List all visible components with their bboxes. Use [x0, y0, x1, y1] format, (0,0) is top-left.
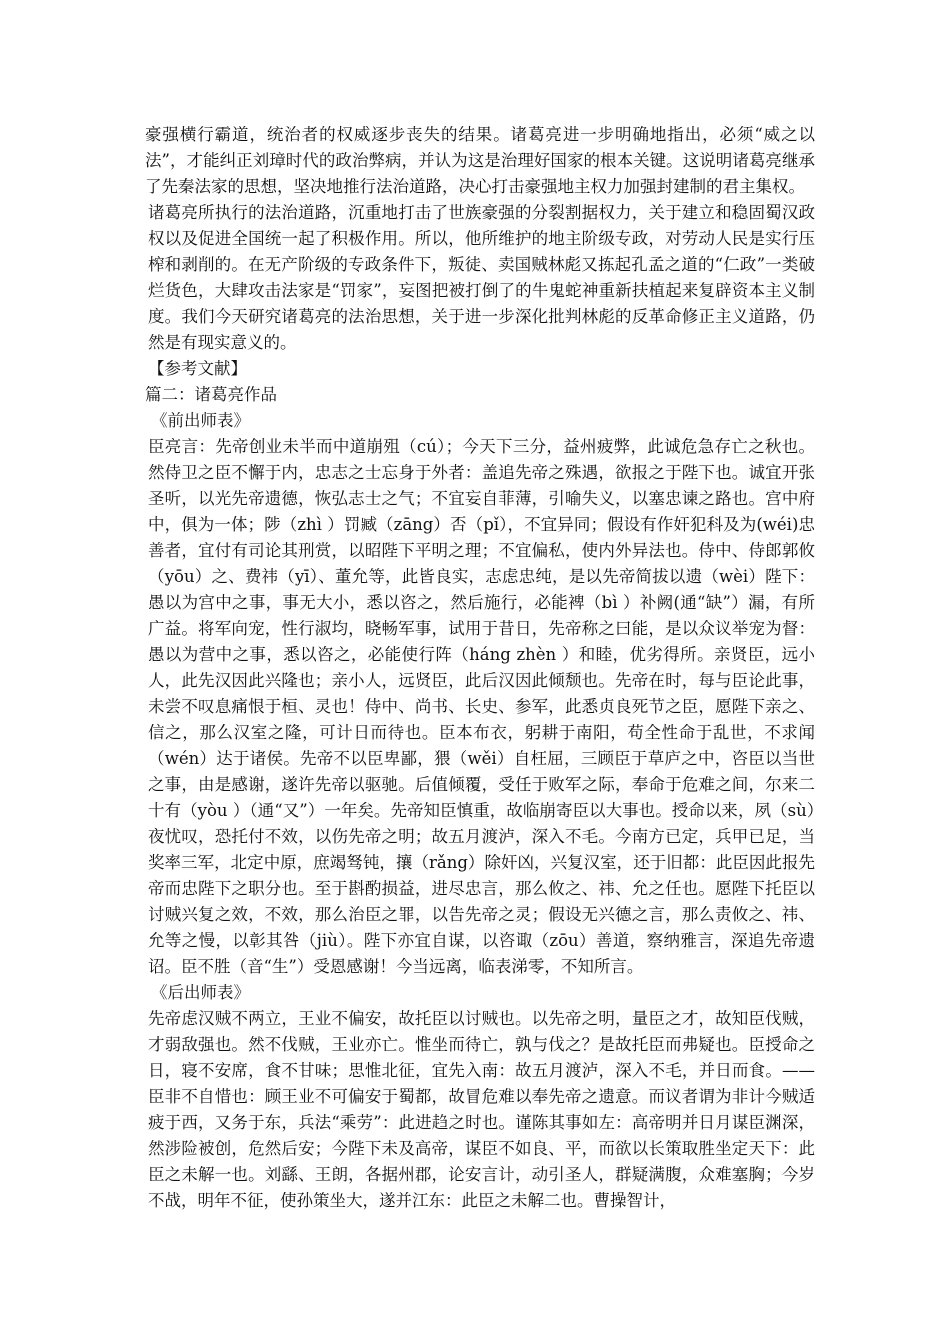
title-hou-chu-shi-biao: 《后出师表》: [151, 983, 250, 1002]
paragraph-qian-chu-shi-biao: 臣亮言：先帝创业未半而中道崩殂（cú）；今天下三分，益州疲弊，此诚危急存亡之秋也。然侍卫之臣不懈于内，忠志之士忘身于外者：盖追先帝之殊遇，欲报之于陛下也。诚宜开张圣听，以光先帝遗德，恢弘志士之气；不宜妄自菲薄，引喻失义，以塞忠谏之路也。宫中府中，俱为一体；陟（zhì ）罚臧（zāng）否（pǐ），不宜异同；假设有作奸犯科及为(wéi)忠善者，宜付有司论其刑赏，以昭陛下平明之理；不宜偏私，使内外异法也。侍中、侍郎郭攸（yōu）之、费祎（yī）、董允等，此皆良实，志虑忠纯，是以先帝简拔以遗（wèi）陛下：愚以为宫中之事，事无大小，悉以咨之，然后施行，必能裨（bì ）补阙(通“缺”）漏，有所广益。将军向宠，性行淑均，晓畅军事，试用于昔日，先帝称之曰能，是以众议举宠为督：愚以为营中之事，悉以咨之，必能使行阵（háng zhèn ）和睦，优劣得所。亲贤臣，远小人，此先汉因此兴隆也；亲小人，远贤臣，此后汉因此倾颓也。先帝在时，每与臣论此事，未尝不叹息痛恨于桓、灵也！侍中、尚书、长史、参军，此悉贞良死节之臣，愿陛下亲之、信之，那么汉室之隆，可计日而待也。臣本布衣，躬耕于南阳，苟全性命于乱世，不求闻（wén）达于诸侯。先帝不以臣卑鄙，猥（wěi）自枉屈，三顾臣于草庐之中，咨臣以当世之事，由是感谢，遂许先帝以驱驰。后值倾覆，受任于败军之际，奉命于危难之间，尔来二十有（yòu ）（通“又”）一年矣。先帝知臣慎重，故临崩寄臣以大事也。授命以来，夙（sù）夜忧叹，恐托付不效，以伤先帝之明；故五月渡泸，深入不毛。今南方已定，兵甲已足，当奖率三军，北定中原，庶竭驽钝，攘（rǎng）除奸凶，兴复汉室，还于旧都：此臣因此报先帝而忠陛下之职分也。至于斟酌损益，进尽忠言，那么攸之、祎、允之任也。愿陛下托臣以讨贼兴复之效，不效，那么治臣之罪，以告先帝之灵；假设无兴德之言，那么责攸之、祎、允等之慢，以彰其咎（jiù）。陛下亦宜自谋，以咨诹（zōu）善道，察纳雅言，深追先帝遗诏。臣不胜（音“生”）受恩感谢！今当远离，临表涕零，不知所言。: [148, 437, 815, 976]
paragraph-1: 豪强横行霸道，统治者的权威逐步丧失的结果。诸葛亮进一步明确地指出，必须“威之以法”，才能纠正刘璋时代的政治弊病，并认为这是治理好国家的根本关键。这说明诸葛亮继承了先秦法家的思想，坚决地推行法治道路，决心打击豪强地主权力加强封建制的君主集权。: [145, 125, 815, 196]
title-qian-chu-shi-biao: 《前出师表》: [151, 411, 250, 430]
references-heading: 【参考文献】: [148, 359, 247, 378]
paragraph-2: 诸葛亮所执行的法治道路，沉重地打击了世族豪强的分裂割据权力，关于建立和稳固蜀汉政权以及促进全国统一起了积极作用。所以，他所维护的地主阶级专政，对劳动人民是实行压榨和剥削的。在无产阶级的专政条件下，叛徒、卖国贼林彪又拣起孔孟之道的“仁政”一类破烂货色，大肆攻击法家是“罚家”，妄图把被打倒了的牛鬼蛇神重新扶植起来复辟资本主义制度。我们今天研究诸葛亮的法治思想，关于进一步深化批判林彪的反革命修正主义道路，仍然是有现实意义的。: [148, 203, 815, 352]
document-page: [145, 122, 815, 1214]
section-heading-part2: 篇二：诸葛亮作品: [145, 385, 277, 404]
paragraph-hou-chu-shi-biao: 先帝虑汉贼不两立，王业不偏安，故托臣以讨贼也。以先帝之明，量臣之才，故知臣伐贼，才弱敌强也。然不伐贼，王业亦亡。惟坐而待亡，孰与伐之？是故托臣而弗疑也。臣授命之日，寝不安席，食不甘味；思惟北征，宜先入南：故五月渡泸，深入不毛，并日而食。——臣非不自惜也：顾王业不可偏安于蜀都，故冒危难以奉先帝之遗意。而议者谓为非计今贼适疲于西，又务于东，兵法“乘劳”：此进趋之时也。谨陈其事如左：高帝明并日月谋臣渊深，然涉险被创，危然后安；今陛下未及高帝，谋臣不如良、平，而欲以长策取胜坐定天下：此臣之未解一也。刘繇、王朗，各据州郡，论安言计，动引圣人，群疑满腹，众难塞胸；今岁不战，明年不征，使孙策坐大，遂并江东：此臣之未解二也。曹操智计，: [148, 1009, 815, 1210]
